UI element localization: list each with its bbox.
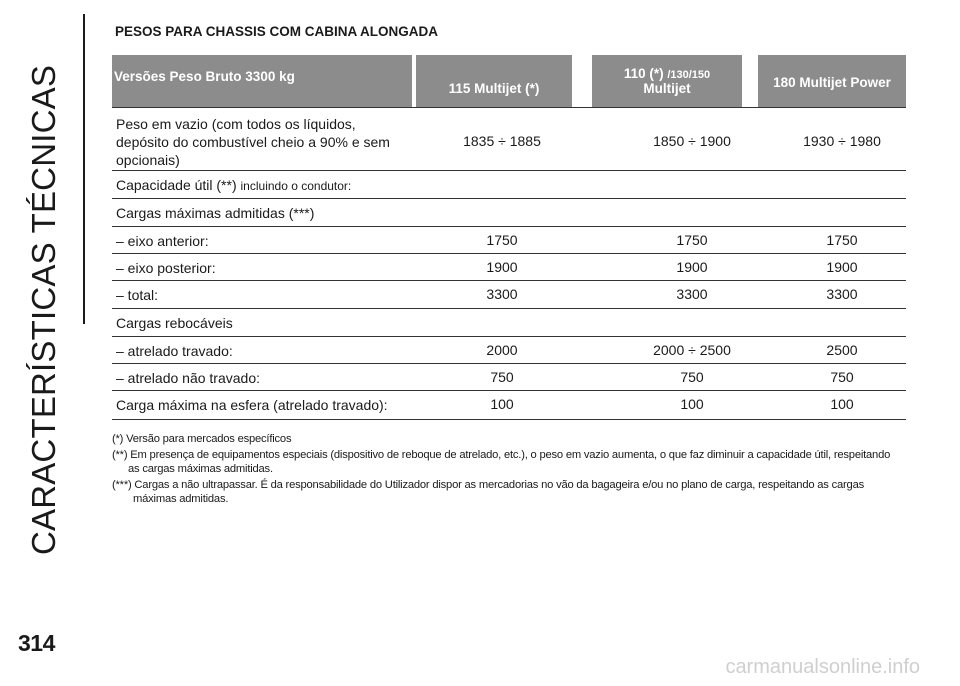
- page-number: 314: [18, 630, 55, 656]
- cell-value: 1930 ÷ 1980: [803, 133, 881, 149]
- cell-value: 3300: [826, 286, 858, 302]
- row-label-max-loads: Cargas máximas admitidas (***): [116, 205, 315, 221]
- cell-value: 1750: [676, 232, 708, 248]
- header-110-label: 110 (*): [623, 66, 668, 81]
- table-row: [112, 226, 906, 253]
- cell-value: 1900: [486, 259, 518, 275]
- row-label-payload: Capacidade útil (**) incluindo o condutor:: [116, 177, 352, 193]
- chapter-title: CARACTERÍSTICAS TÉCNICAS: [25, 64, 62, 556]
- cell-value: 3300: [486, 286, 518, 302]
- table-row: [112, 336, 906, 363]
- row-label-unbraked-trailer: – atrelado não travado:: [116, 370, 260, 386]
- row-label-total: – total:: [116, 287, 159, 303]
- header-115-multijet: 115 Multijet (*): [416, 55, 572, 107]
- side-divider-line: [83, 14, 85, 324]
- row-label-towable-loads: Cargas rebocáveis: [116, 315, 233, 331]
- table-row: [112, 198, 906, 226]
- watermark: carmanualsonline.info: [725, 656, 920, 678]
- cell-value: 2000: [486, 342, 518, 358]
- table-row: [112, 253, 906, 280]
- row-label-front-axle: – eixo anterior:: [116, 233, 209, 249]
- cell-value: 1850 ÷ 1900: [653, 133, 731, 149]
- table-header: [112, 55, 906, 107]
- cell-value: 100: [490, 396, 514, 412]
- footnote-1: (*) Versão para mercados específicos: [112, 433, 292, 445]
- cell-value: 1835 ÷ 1885: [463, 133, 541, 149]
- table-row: [112, 390, 906, 420]
- section-title: PESOS PARA CHASSIS COM CABINA ALONGADA: [115, 24, 439, 39]
- weights-table: [112, 107, 906, 420]
- table-row: [112, 363, 906, 390]
- row-label-rear-axle: – eixo posterior:: [116, 260, 216, 276]
- row-label-ball-load: Carga máxima na esfera (atrelado travado):: [116, 397, 388, 413]
- cell-value: 100: [830, 396, 854, 412]
- cell-value: 3300: [676, 286, 708, 302]
- table-row: [112, 107, 906, 170]
- cell-value: 1750: [486, 232, 518, 248]
- footnote-2: (**) Em presença de equipamentos especiais (dispositivo de reboque de atrelado, etc.), o peso em vazio aumenta, o que faz diminuir a capacidade útil, respeitando as cargas máximas admitidas.: [112, 449, 891, 475]
- row-label-empty-weight: Peso em vazio (com todos os líquidos, depósito do combustível cheio a 90% e sem opcionais): [116, 116, 390, 168]
- footnote-3: (***) Cargas a não ultrapassar. É da responsabilidade do Utilizador dispor as mercadorias no vão da bagageira e/ou no plano de carga, respeitando as cargas máximas admitidas.: [112, 479, 864, 505]
- cell-value: 750: [680, 369, 704, 385]
- header-multijet-label: Multijet: [643, 81, 691, 96]
- cell-value: 750: [830, 369, 854, 385]
- cell-value: 1900: [676, 259, 708, 275]
- header-180-multijet-power: 180 Multijet Power: [758, 55, 906, 107]
- cell-value: 750: [490, 369, 514, 385]
- cell-value: 100: [680, 396, 704, 412]
- cell-value: 2500: [826, 342, 858, 358]
- header-110-130-150-multijet: [592, 55, 742, 107]
- table-row: [112, 170, 906, 198]
- cell-value: 1750: [826, 232, 858, 248]
- table-row: [112, 308, 906, 336]
- header-versions: Versões Peso Bruto 3300 kg: [112, 55, 412, 107]
- footnotes: [112, 432, 908, 508]
- row-label-braked-trailer: – atrelado travado:: [116, 343, 233, 359]
- header-130-150-label: /130/150: [667, 69, 711, 81]
- cell-value: 2000 ÷ 2500: [653, 342, 731, 358]
- cell-value: 1900: [826, 259, 858, 275]
- table-row: [112, 280, 906, 308]
